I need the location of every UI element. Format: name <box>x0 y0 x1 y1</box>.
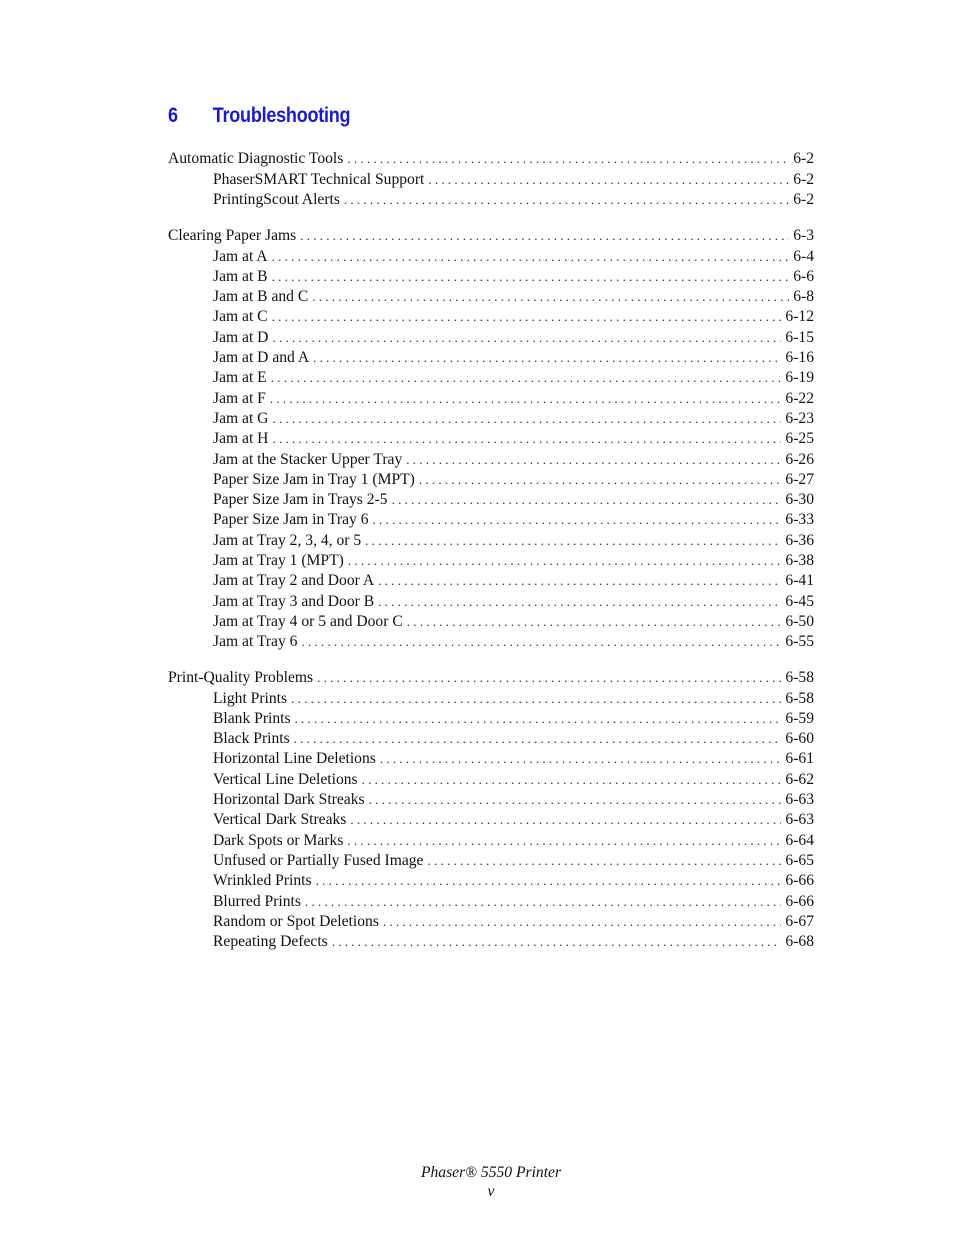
toc-entry-page: 6-67 <box>785 912 814 930</box>
toc-entry-label: Clearing Paper Jams <box>168 226 297 244</box>
dot-leader <box>383 912 782 932</box>
toc-entry-page: 6-2 <box>793 150 814 167</box>
toc-entry-label: Horizontal Dark Streaks <box>213 791 365 809</box>
toc-subsection-entry[interactable] <box>168 510 814 530</box>
toc-entry-label: Jam at A <box>213 247 268 265</box>
chapter-heading <box>168 104 350 128</box>
toc-subsection-entry[interactable] <box>168 612 814 632</box>
toc-entry-label: Jam at B <box>213 267 268 285</box>
toc-entry-page: 6-25 <box>785 430 814 448</box>
toc-entry-label: Blurred Prints <box>213 892 301 910</box>
toc-subsection-entry[interactable] <box>168 247 814 267</box>
toc-entry-label: Dark Spots or Marks <box>213 831 344 849</box>
toc-entry-page: 6-45 <box>785 592 814 610</box>
toc-entry-page: 6-3 <box>793 226 814 244</box>
toc-section <box>168 225 814 653</box>
dot-leader <box>392 490 782 510</box>
dot-leader <box>348 551 782 571</box>
toc-entry-page: 6-2 <box>793 191 814 209</box>
dot-leader <box>317 667 781 689</box>
dot-leader <box>295 709 782 729</box>
dot-leader <box>272 328 781 348</box>
dot-leader <box>350 810 781 830</box>
toc-entry-page: 6-6 <box>793 267 814 285</box>
dot-leader <box>271 368 782 388</box>
toc-entry-page: 6-58 <box>785 668 814 686</box>
toc-subsection-entry[interactable] <box>168 770 814 790</box>
toc-entry-page: 6-50 <box>785 612 814 630</box>
toc-entry-page: 6-63 <box>785 791 814 809</box>
toc-entry-label: Light Prints <box>213 689 288 707</box>
toc-entry-page: 6-41 <box>785 572 814 590</box>
toc-subsection-entry[interactable] <box>168 328 814 348</box>
toc-entry-page: 6-27 <box>785 470 814 488</box>
toc-entry-page: 6-66 <box>785 872 814 890</box>
toc-section <box>168 148 814 211</box>
toc-entry-label: Paper Size Jam in Trays 2-5 <box>213 491 388 509</box>
dot-leader <box>362 770 782 790</box>
toc-subsection-entry[interactable] <box>168 790 814 810</box>
toc-subsection-entry[interactable] <box>168 932 814 952</box>
dot-leader <box>312 287 789 307</box>
toc-subsection-entry[interactable] <box>168 689 814 709</box>
toc-entry-label: Automatic Diagnostic Tools <box>168 150 344 167</box>
toc-entry-page: 6-59 <box>785 709 814 727</box>
dot-leader <box>365 531 781 551</box>
footer-product: Phaser® 5550 Printer <box>420 1164 562 1181</box>
toc-entry-label: Jam at G <box>213 409 269 427</box>
dot-leader <box>301 632 781 652</box>
dot-leader <box>272 267 790 287</box>
toc-entry-label: Repeating Defects <box>213 933 328 951</box>
dot-leader <box>347 148 789 170</box>
dot-leader <box>347 831 781 851</box>
toc-subsection-entry[interactable] <box>168 470 814 490</box>
toc-section <box>168 667 814 953</box>
dot-leader <box>407 612 782 632</box>
dot-leader <box>378 571 781 591</box>
toc-entry-label: Jam at Tray 6 <box>213 633 298 651</box>
chapter-number: 6 <box>168 104 178 127</box>
toc-entry-page: 6-58 <box>785 689 814 707</box>
toc-subsection-entry[interactable] <box>168 190 814 210</box>
toc-entry-label: PrintingScout Alerts <box>213 191 340 209</box>
toc-subsection-entry[interactable] <box>168 912 814 932</box>
toc-entry-page: 6-36 <box>785 531 814 549</box>
toc-entry-label: Unfused or Partially Fused Image <box>213 851 424 869</box>
toc-entry-page: 6-33 <box>785 511 814 529</box>
dot-leader <box>369 790 782 810</box>
toc-subsection-entry[interactable] <box>168 429 814 449</box>
toc-subsection-entry[interactable] <box>168 348 814 368</box>
dot-leader <box>272 307 782 327</box>
toc-entry-page: 6-26 <box>785 450 814 468</box>
toc-subsection-entry[interactable] <box>168 307 814 327</box>
toc-section-entry[interactable] <box>168 667 814 689</box>
toc-entry-label: Jam at E <box>213 369 267 387</box>
toc-entry-page: 6-55 <box>785 633 814 651</box>
dot-leader <box>291 689 781 709</box>
toc-subsection-entry[interactable] <box>168 368 814 388</box>
toc-entry-label: Horizontal Line Deletions <box>213 750 376 768</box>
toc-subsection-entry[interactable] <box>168 592 814 612</box>
toc-subsection-entry[interactable] <box>168 851 814 871</box>
toc-subsection-entry[interactable] <box>168 632 814 652</box>
toc-entry-label: PhaserSMART Technical Support <box>213 171 425 188</box>
page-footer <box>0 1163 954 1201</box>
toc-subsection-entry[interactable] <box>168 709 814 729</box>
toc-entry-label: Jam at the Stacker Upper Tray <box>213 450 403 468</box>
toc-entry-page: 6-60 <box>785 730 814 748</box>
dot-leader <box>272 247 790 267</box>
toc-entry-page: 6-62 <box>785 770 814 788</box>
toc-entry-page: 6-2 <box>793 171 814 188</box>
toc-subsection-entry[interactable] <box>168 267 814 287</box>
toc-entry-page: 6-65 <box>785 851 814 869</box>
toc-entry-label: Paper Size Jam in Tray 6 <box>213 511 369 529</box>
toc-entry-page: 6-68 <box>785 933 814 951</box>
dot-leader <box>428 170 789 190</box>
dot-leader <box>419 470 782 490</box>
dot-leader <box>344 190 789 210</box>
footer-page-number: v <box>487 1183 495 1200</box>
toc-entry-page: 6-8 <box>793 288 814 306</box>
toc-entry-page: 6-12 <box>785 308 814 326</box>
dot-leader <box>272 429 781 449</box>
toc-entry-label: Jam at H <box>213 430 269 448</box>
toc-entry-label: Blank Prints <box>213 709 291 727</box>
toc-entry-label: Jam at Tray 1 (MPT) <box>213 552 344 570</box>
toc-entry-label: Jam at F <box>213 389 266 407</box>
toc-entry-page: 6-22 <box>785 389 814 407</box>
toc-entry-label: Jam at C <box>213 308 268 326</box>
toc-entry-label: Vertical Line Deletions <box>213 770 358 788</box>
toc-entry-page: 6-30 <box>785 491 814 509</box>
toc-entry-label: Jam at Tray 4 or 5 and Door C <box>213 612 403 630</box>
dot-leader <box>332 932 782 952</box>
toc-entry-page: 6-23 <box>785 409 814 427</box>
table-of-contents <box>168 148 814 966</box>
toc-entry-label: Jam at Tray 2, 3, 4, or 5 <box>213 531 362 549</box>
dot-leader <box>313 348 781 368</box>
toc-entry-page: 6-66 <box>785 892 814 910</box>
toc-subsection-entry[interactable] <box>168 170 814 190</box>
toc-subsection-entry[interactable] <box>168 490 814 510</box>
toc-subsection-entry[interactable] <box>168 831 814 851</box>
toc-entry-label: Print-Quality Problems <box>168 668 314 686</box>
toc-entry-label: Jam at D and A <box>213 349 310 367</box>
toc-entry-label: Jam at Tray 3 and Door B <box>213 592 375 610</box>
dot-leader <box>406 450 781 470</box>
chapter-title: Troubleshooting <box>212 104 351 127</box>
toc-entry-page: 6-15 <box>785 328 814 346</box>
dot-leader <box>300 225 789 247</box>
toc-subsection-entry[interactable] <box>168 551 814 571</box>
toc-entry-page: 6-63 <box>785 811 814 829</box>
dot-leader <box>294 729 782 749</box>
toc-subsection-entry[interactable] <box>168 749 814 769</box>
toc-entry-label: Vertical Dark Streaks <box>213 811 347 829</box>
toc-subsection-entry[interactable] <box>168 287 814 307</box>
toc-subsection-entry[interactable] <box>168 531 814 551</box>
dot-leader <box>427 851 781 871</box>
dot-leader <box>305 892 781 912</box>
toc-entry-page: 6-38 <box>785 552 814 570</box>
toc-subsection-entry[interactable] <box>168 389 814 409</box>
toc-entry-label: Jam at D <box>213 328 269 346</box>
dot-leader <box>380 749 782 769</box>
toc-entry-label: Random or Spot Deletions <box>213 912 379 930</box>
dot-leader <box>378 592 781 612</box>
toc-entry-label: Black Prints <box>213 730 290 748</box>
toc-entry-page: 6-61 <box>785 750 814 768</box>
toc-subsection-entry[interactable] <box>168 729 814 749</box>
toc-subsection-entry[interactable] <box>168 810 814 830</box>
toc-entry-label: Jam at B and C <box>213 288 309 306</box>
toc-entry-page: 6-16 <box>785 349 814 367</box>
toc-subsection-entry[interactable] <box>168 571 814 591</box>
toc-entry-label: Jam at Tray 2 and Door A <box>213 572 375 590</box>
dot-leader <box>316 871 782 891</box>
dot-leader <box>272 409 781 429</box>
toc-section-entry[interactable] <box>168 225 814 247</box>
toc-subsection-entry[interactable] <box>168 892 814 912</box>
toc-entry-label: Paper Size Jam in Tray 1 (MPT) <box>213 470 415 488</box>
dot-leader <box>373 510 782 530</box>
toc-subsection-entry[interactable] <box>168 871 814 891</box>
toc-section-entry[interactable] <box>168 148 814 170</box>
toc-entry-page: 6-64 <box>785 831 814 849</box>
dot-leader <box>270 389 782 409</box>
toc-subsection-entry[interactable] <box>168 409 814 429</box>
toc-entry-page: 6-19 <box>785 369 814 387</box>
toc-entry-page: 6-4 <box>793 247 814 265</box>
toc-subsection-entry[interactable] <box>168 450 814 470</box>
toc-entry-label: Wrinkled Prints <box>213 872 312 890</box>
